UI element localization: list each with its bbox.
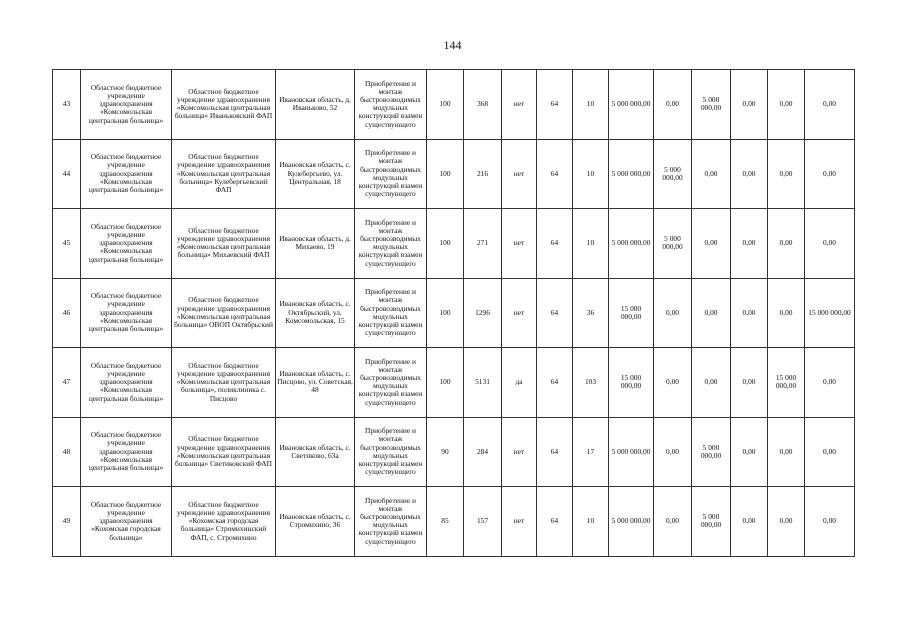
table-row (53, 70, 855, 140)
work-type-cell: Приобретение и монтаж быстровозводимых модульных конструкций взамен существующего (355, 70, 427, 140)
amount-cell-5: 0,00 (768, 209, 805, 279)
recipient-cell: Областное бюджетное учреждение здравоохранения «Комсомольская центральная больница» (81, 209, 172, 279)
work-type-cell: Приобретение и монтаж быстровозводимых модульных конструкций взамен существующего (355, 348, 427, 418)
row-number: 47 (53, 348, 81, 418)
row-number: 49 (53, 487, 81, 557)
object-cell: Областное бюджетное учреждение здравоохранения «Комсомольская центральная больница» ОВОП Октябрьский (172, 278, 276, 348)
amount-cell-5: 0,00 (768, 278, 805, 348)
table-row (53, 278, 855, 348)
amount-cell-4: 0,00 (731, 278, 768, 348)
recipient-cell: Областное бюджетное учреждение здравоохранения «Комсомольская центральная больница» (81, 417, 172, 487)
value-cell-3: нет (502, 209, 537, 279)
amount-cell-2: 0,00 (654, 348, 692, 418)
value-cell-3: нет (502, 487, 537, 557)
value-cell-5: 17 (573, 417, 609, 487)
amount-cell-3: 0,00 (692, 278, 731, 348)
row-number: 46 (53, 278, 81, 348)
value-cell-1: 90 (427, 417, 464, 487)
value-cell-4: 64 (537, 278, 573, 348)
value-cell-3: нет (502, 70, 537, 140)
object-cell: Областное бюджетное учреждение здравоохранения «Комсомольская центральная больница» Светиковский ФАП (172, 417, 276, 487)
recipient-cell: Областное бюджетное учреждение здравоохранения «Комсомольская центральная больница» (81, 278, 172, 348)
recipient-cell: Областное бюджетное учреждение здравоохранения «Кохомская городская больница» (81, 487, 172, 557)
work-type-cell: Приобретение и монтаж быстровозводимых модульных конструкций взамен существующего (355, 278, 427, 348)
amount-cell-1: 5 000 000,00 (609, 417, 654, 487)
value-cell-3: нет (502, 139, 537, 209)
recipient-cell: Областное бюджетное учреждение здравоохранения «Комсомольская центральная больница» (81, 70, 172, 140)
amount-cell-2: 0,00 (654, 487, 692, 557)
row-number: 45 (53, 209, 81, 279)
address-cell: Ивановская область, с. Светиково, 63а (276, 417, 355, 487)
amount-cell-1: 5 000 000,00 (609, 70, 654, 140)
row-number: 48 (53, 417, 81, 487)
amount-cell-6: 0,00 (805, 139, 855, 209)
page-number: 144 (443, 38, 462, 52)
amount-cell-6: 0,00 (805, 487, 855, 557)
amount-cell-1: 5 000 000,00 (609, 139, 654, 209)
work-type-cell: Приобретение и монтаж быстровозводимых модульных конструкций взамен существующего (355, 487, 427, 557)
object-cell: Областное бюджетное учреждение здравоохранения «Комсомольская центральная больница» Кулебергьевский ФАП (172, 139, 276, 209)
row-number: 43 (53, 70, 81, 140)
amount-cell-3: 0,00 (692, 209, 731, 279)
address-cell: Ивановская область, с. Писцово, ул. Советская, 48 (276, 348, 355, 418)
value-cell-5: 103 (573, 348, 609, 418)
value-cell-3: нет (502, 278, 537, 348)
value-cell-2: 284 (464, 417, 502, 487)
amount-cell-5: 0,00 (768, 139, 805, 209)
value-cell-4: 64 (537, 348, 573, 418)
value-cell-2: 271 (464, 209, 502, 279)
value-cell-2: 157 (464, 487, 502, 557)
value-cell-2: 1296 (464, 278, 502, 348)
work-type-cell: Приобретение и монтаж быстровозводимых модульных конструкций взамен существующего (355, 209, 427, 279)
value-cell-5: 10 (573, 70, 609, 140)
address-cell: Ивановская область, с. Кулебергьево, ул. Центральная, 18 (276, 139, 355, 209)
address-cell: Ивановская область, д. Иваньково, 52 (276, 70, 355, 140)
amount-cell-6: 0,00 (805, 70, 855, 140)
value-cell-1: 100 (427, 209, 464, 279)
amount-cell-4: 0,00 (731, 348, 768, 418)
value-cell-5: 10 (573, 487, 609, 557)
amount-cell-5: 0,00 (768, 487, 805, 557)
amount-cell-4: 0,00 (731, 487, 768, 557)
value-cell-1: 100 (427, 70, 464, 140)
address-cell: Ивановская область, с. Стромихино, 36 (276, 487, 355, 557)
amount-cell-6: 0,00 (805, 417, 855, 487)
amount-cell-2: 0,00 (654, 70, 692, 140)
value-cell-5: 10 (573, 209, 609, 279)
amount-cell-2: 0,00 (654, 417, 692, 487)
value-cell-4: 64 (537, 139, 573, 209)
value-cell-1: 85 (427, 487, 464, 557)
table-row (53, 348, 855, 418)
amount-cell-2: 0,00 (654, 278, 692, 348)
value-cell-2: 216 (464, 139, 502, 209)
value-cell-3: нет (502, 417, 537, 487)
row-number: 44 (53, 139, 81, 209)
table-row (53, 209, 855, 279)
work-type-cell: Приобретение и монтаж быстровозводимых модульных конструкций взамен существующего (355, 417, 427, 487)
work-type-cell: Приобретение и монтаж быстровозводимых модульных конструкций взамен существующего (355, 139, 427, 209)
value-cell-2: 368 (464, 70, 502, 140)
amount-cell-5: 0,00 (768, 417, 805, 487)
amount-cell-5: 0,00 (768, 70, 805, 140)
amount-cell-3: 5 000 000,00 (692, 487, 731, 557)
amount-cell-5: 15 000 000,00 (768, 348, 805, 418)
amount-cell-1: 5 000 000,00 (609, 487, 654, 557)
recipient-cell: Областное бюджетное учреждение здравоохранения «Комсомольская центральная больница» (81, 348, 172, 418)
table-body (53, 70, 855, 557)
object-cell: Областное бюджетное учреждение здравоохранения «Комсомольская центральная больница» Михаевский ФАП (172, 209, 276, 279)
facilities-table (52, 69, 855, 557)
table-row (53, 139, 855, 209)
amount-cell-2: 5 000 000,00 (654, 209, 692, 279)
value-cell-5: 36 (573, 278, 609, 348)
amount-cell-6: 0,00 (805, 209, 855, 279)
value-cell-5: 10 (573, 139, 609, 209)
amount-cell-4: 0,00 (731, 139, 768, 209)
amount-cell-4: 0,00 (731, 70, 768, 140)
amount-cell-4: 0,00 (731, 209, 768, 279)
value-cell-1: 100 (427, 348, 464, 418)
amount-cell-6: 15 000 000,00 (805, 278, 855, 348)
amount-cell-4: 0,00 (731, 417, 768, 487)
value-cell-3: да (502, 348, 537, 418)
value-cell-4: 64 (537, 417, 573, 487)
object-cell: Областное бюджетное учреждение здравоохранения «Комсомольская центральная больница» Иваньковский ФАП (172, 70, 276, 140)
table-row (53, 487, 855, 557)
recipient-cell: Областное бюджетное учреждение здравоохранения «Комсомольская центральная больница» (81, 139, 172, 209)
address-cell: Ивановская область, с. Октябрьский, ул. Комсомольская, 15 (276, 278, 355, 348)
value-cell-2: 5131 (464, 348, 502, 418)
value-cell-1: 100 (427, 278, 464, 348)
amount-cell-6: 0,00 (805, 348, 855, 418)
table-row (53, 417, 855, 487)
amount-cell-3: 5 000 000,00 (692, 417, 731, 487)
amount-cell-1: 15 000 000,00 (609, 278, 654, 348)
value-cell-1: 100 (427, 139, 464, 209)
value-cell-4: 64 (537, 70, 573, 140)
object-cell: Областное бюджетное учреждение здравоохранения «Кохомская городская больница» Стромихинский ФАП, с. Стромихино (172, 487, 276, 557)
amount-cell-1: 15 000 000,00 (609, 348, 654, 418)
amount-cell-2: 5 000 000,00 (654, 139, 692, 209)
address-cell: Ивановская область, д. Михаево, 19 (276, 209, 355, 279)
amount-cell-3: 0,00 (692, 348, 731, 418)
value-cell-4: 64 (537, 487, 573, 557)
value-cell-4: 64 (537, 209, 573, 279)
amount-cell-3: 0,00 (692, 139, 731, 209)
amount-cell-1: 5 000 000,00 (609, 209, 654, 279)
object-cell: Областное бюджетное учреждение здравоохранения «Комсомольская центральная больница», поликлиника с. Писцово (172, 348, 276, 418)
amount-cell-3: 5 000 000,00 (692, 70, 731, 140)
